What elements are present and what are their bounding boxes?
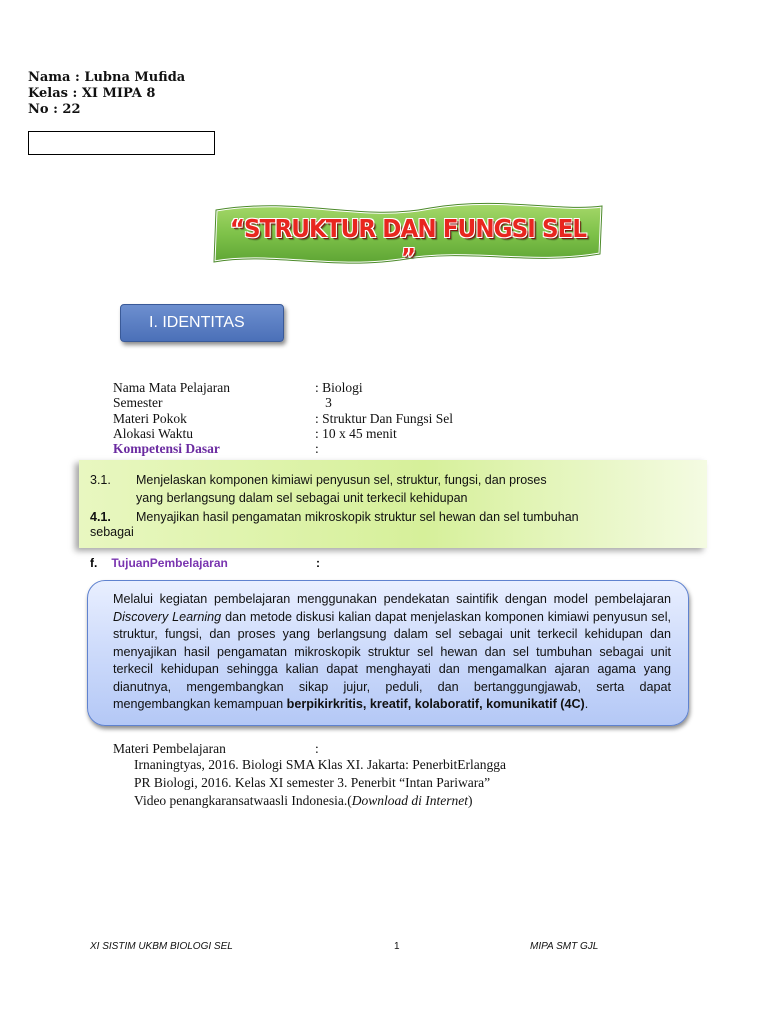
reference-3-suffix: ) xyxy=(467,793,473,808)
tujuan-label: TujuanPembelajaran xyxy=(111,556,228,570)
tujuan-text-bold: berpikirkritis, kreatif, kolaboratif, komunikatif (4C) xyxy=(286,697,585,711)
footer-left: XI SISTIM UKBM BIOLOGI SEL xyxy=(90,941,233,952)
kd-item-1-line-2: yang berlangsung dalam sel sebagai unit terkecil kehidupan xyxy=(136,491,468,505)
reference-item: PR Biologi, 2016. Kelas XI semester 3. Penerbit “Intan Pariwara” xyxy=(134,775,491,790)
tujuan-text-2: dan metode diskusi kalian dapat menjelaskan komponen kimiawi penyusun sel, struktur, fungsi, dan proses yang berlangsung dalam sel sebagai unit terkecil kehidupan dan menyajikan hasil pengamatan mikroskopik struktur sel hewan dan sel tumbuhan sebagai unit terkecil kehidupan sehingga kalian dapat menghayati dan mengamalkan ajaran agama yang dianutnya, mengembangkan sikap jujur, peduli, dan bertanggungjawab, serta dapat mengembangkan kemampuan xyxy=(113,609,671,711)
kompetensi-colon: : xyxy=(315,441,319,456)
student-info xyxy=(28,70,185,118)
student-number: No : 22 xyxy=(28,102,81,117)
tujuan-paragraph xyxy=(113,591,671,714)
tujuan-text-end: . xyxy=(584,697,589,711)
kd-item-2-line-1: Menyajikan hasil pengamatan mikroskopik struktur sel hewan dan sel tumbuhan xyxy=(136,510,579,524)
kd-item-2-number: 4.1. xyxy=(90,510,111,524)
info-value: : Biologi xyxy=(315,380,363,395)
blank-box xyxy=(28,131,215,155)
page-number: 1 xyxy=(394,941,400,952)
info-row-semester xyxy=(113,395,332,410)
materi-colon: : xyxy=(315,741,319,756)
info-label: Nama Mata Pelajaran xyxy=(113,380,230,395)
tujuan-heading xyxy=(90,556,320,570)
info-row-subject xyxy=(113,380,363,395)
tujuan-colon: : xyxy=(316,556,320,570)
info-value: : 10 x 45 menit xyxy=(315,426,397,441)
info-row-materi xyxy=(113,411,454,426)
kd-item-1-number: 3.1. xyxy=(90,473,111,487)
tujuan-text-1: Melalui kegiatan pembelajaran menggunakan pendekatan saintifik dengan model pembelajaran xyxy=(113,592,671,606)
footer-right: MIPA SMT GJL xyxy=(530,941,599,952)
info-value: : Struktur Dan Fungsi Sel xyxy=(315,411,454,426)
tujuan-text-italic: Discovery Learning xyxy=(113,609,222,624)
kompetensi-label: Kompetensi Dasar xyxy=(113,441,220,456)
info-row-kompetensi xyxy=(113,441,319,456)
reference-3-prefix: Video penangkaransatwaasli Indonesia.( xyxy=(134,793,352,808)
student-class: Kelas : XI MIPA 8 xyxy=(28,86,156,101)
reference-item: Irnaningtyas, 2016. Biologi SMA Klas XI. Jakarta: PenerbitErlangga xyxy=(134,757,506,772)
student-name: Nama : Lubna Mufida xyxy=(28,70,186,85)
materi-label: Materi Pembelajaran xyxy=(113,741,226,756)
materi-heading xyxy=(113,741,319,757)
identitas-heading: I. IDENTITAS xyxy=(120,304,284,342)
info-label: Materi Pokok xyxy=(113,411,187,426)
info-label: Alokasi Waktu xyxy=(113,426,194,441)
reference-3-italic: Download di Internet xyxy=(351,793,468,808)
info-row-alokasi xyxy=(113,426,397,441)
tujuan-marker: f. xyxy=(90,556,98,570)
info-value: 3 xyxy=(315,395,332,410)
reference-item xyxy=(134,793,472,809)
kd-item-1-line-1: Menjelaskan komponen kimiawi penyusun sel, struktur, fungsi, dan proses xyxy=(136,473,547,487)
banner-title: “STRUKTUR DAN FUNGSI SEL ” xyxy=(229,214,587,272)
info-label: Semester xyxy=(113,395,163,410)
kd-item-2-line-2: sebagai xyxy=(90,525,134,539)
